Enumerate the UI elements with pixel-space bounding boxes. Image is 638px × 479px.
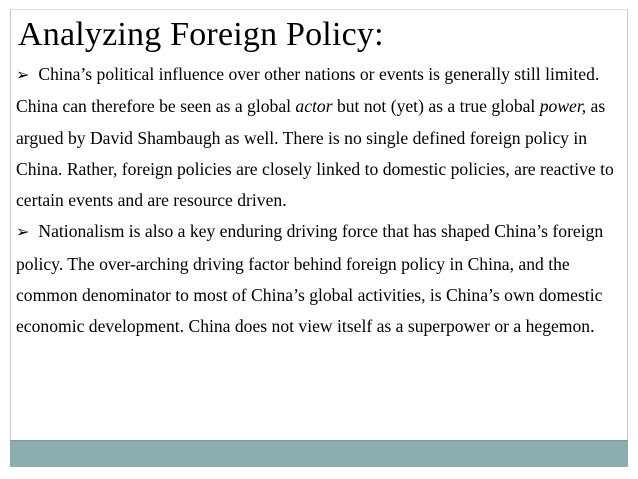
bullet-paragraph-2 <box>16 216 620 342</box>
emphasis-power: power, <box>539 96 587 117</box>
bullet-2-text: Nationalism is also a key enduring driving force that has shaped China’s foreign policy. The over-arching driving factor behind foreign policy in China, and the common denominator to most of China’s global activities, is China’s own domestic economic development. China does not view itself as a superpower or a hegemon. <box>16 221 604 337</box>
arrowhead-bullet-icon: ➢ <box>16 224 30 242</box>
bullet-1-text-c: as argued by David Shambaugh as well. There is no single defined foreign policy in China. Rather, foreign policies are closely linked to domestic policies, are reactive to certain events and are resource driven. <box>16 96 614 211</box>
bullet-paragraph-1 <box>16 59 620 216</box>
slide-title: Analyzing Foreign Policy: <box>18 16 384 53</box>
slide-body <box>16 59 620 343</box>
bullet-1-text-a: China’s political influence over other nations or events is generally still limited. China can therefore be seen as a global <box>16 64 600 117</box>
emphasis-actor: actor <box>295 96 333 117</box>
bullet-1-text-b: but not (yet) as a true global <box>332 96 540 117</box>
arrowhead-bullet-icon: ➢ <box>16 67 30 84</box>
footer-bar <box>10 440 628 467</box>
